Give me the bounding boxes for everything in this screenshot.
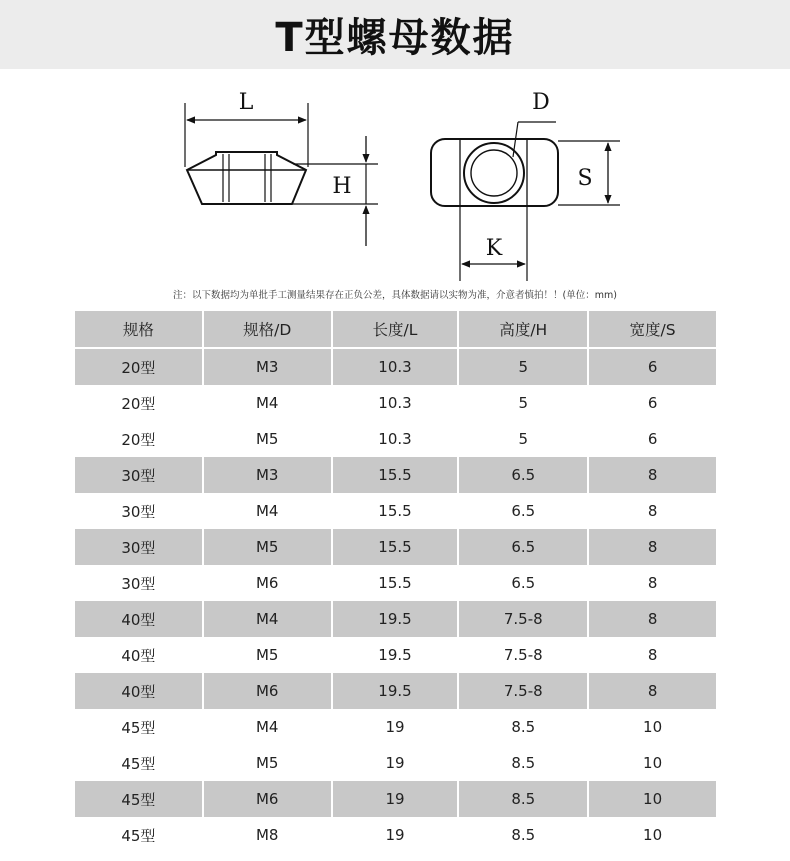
cell-height-h: 6.5: [459, 529, 587, 565]
header-length-l: 长度/L: [333, 311, 458, 349]
cell-thread-d: M5: [204, 745, 331, 781]
cell-height-h: 5: [459, 349, 587, 385]
measurement-note: 注：以下数据均为单批手工测量结果存在正负公差，具体数据请以实物为准，介意者慎拍！！(单位：mm): [173, 290, 617, 301]
cell-height-h: 6.5: [459, 493, 587, 529]
cell-length-l: 15.5: [333, 457, 458, 493]
cell-width-s: 10: [589, 781, 716, 817]
cell-spec: 30型: [75, 529, 202, 565]
cell-length-l: 19.5: [333, 601, 458, 637]
cell-width-s: 6: [589, 385, 716, 421]
cell-thread-d: M5: [204, 421, 331, 457]
cell-length-l: 10.3: [333, 385, 458, 421]
cell-length-l: 10.3: [333, 421, 458, 457]
table-row: [75, 493, 716, 529]
spec-table: [73, 311, 718, 853]
top-view-drawing: [431, 122, 620, 281]
cell-spec: 45型: [75, 709, 202, 745]
cell-height-h: 6.5: [459, 457, 587, 493]
page-title: T型螺母数据: [275, 15, 515, 61]
table-row: [75, 601, 716, 637]
table-row: [75, 565, 716, 601]
cell-spec: 30型: [75, 493, 202, 529]
title-bar: [0, 0, 790, 69]
cell-length-l: 15.5: [333, 493, 458, 529]
cell-width-s: 8: [589, 565, 716, 601]
table-row: [75, 709, 716, 745]
dimension-label-d: D: [532, 90, 550, 115]
cell-thread-d: M8: [204, 817, 331, 853]
cell-thread-d: M3: [204, 457, 331, 493]
table-row: [75, 385, 716, 421]
cell-height-h: 8.5: [459, 709, 587, 745]
table-row: [75, 421, 716, 457]
cell-thread-d: M6: [204, 781, 331, 817]
cell-spec: 20型: [75, 349, 202, 385]
cell-width-s: 10: [589, 709, 716, 745]
cell-height-h: 7.5-8: [459, 601, 587, 637]
dimension-label-h: H: [332, 174, 352, 199]
cell-spec: 40型: [75, 637, 202, 673]
cell-height-h: 5: [459, 421, 587, 457]
header-width-s: 宽度/S: [589, 311, 716, 349]
header-height-h: 高度/H: [459, 311, 587, 349]
cell-width-s: 10: [589, 745, 716, 781]
header-thread-d: 规格/D: [204, 311, 331, 349]
cell-width-s: 8: [589, 457, 716, 493]
table-row: [75, 529, 716, 565]
cell-height-h: 8.5: [459, 817, 587, 853]
cell-height-h: 7.5-8: [459, 673, 587, 709]
dimension-label-k: K: [485, 236, 503, 261]
cell-thread-d: M5: [204, 637, 331, 673]
cell-height-h: 8.5: [459, 781, 587, 817]
cell-width-s: 8: [589, 493, 716, 529]
table-row: [75, 457, 716, 493]
cell-length-l: 19: [333, 817, 458, 853]
dimension-label-l: L: [238, 90, 254, 115]
cell-thread-d: M4: [204, 493, 331, 529]
table-row: [75, 817, 716, 853]
cell-thread-d: M3: [204, 349, 331, 385]
cell-width-s: 6: [589, 421, 716, 457]
cell-length-l: 19.5: [333, 673, 458, 709]
cell-spec: 30型: [75, 457, 202, 493]
cell-spec: 45型: [75, 745, 202, 781]
cell-width-s: 10: [589, 817, 716, 853]
cell-spec: 20型: [75, 385, 202, 421]
cell-width-s: 8: [589, 529, 716, 565]
cell-thread-d: M6: [204, 565, 331, 601]
cell-length-l: 19: [333, 781, 458, 817]
cell-width-s: 8: [589, 601, 716, 637]
cell-height-h: 8.5: [459, 745, 587, 781]
cell-thread-d: M6: [204, 673, 331, 709]
cell-length-l: 15.5: [333, 565, 458, 601]
cell-length-l: 10.3: [333, 349, 458, 385]
header-spec: 规格: [75, 311, 202, 349]
cell-height-h: 6.5: [459, 565, 587, 601]
dimension-label-s: S: [577, 166, 593, 191]
cell-spec: 30型: [75, 565, 202, 601]
cell-thread-d: M4: [204, 709, 331, 745]
cell-spec: 40型: [75, 601, 202, 637]
table-row: [75, 349, 716, 385]
cell-thread-d: M4: [204, 385, 331, 421]
cell-length-l: 19.5: [333, 637, 458, 673]
cell-width-s: 8: [589, 673, 716, 709]
cell-length-l: 15.5: [333, 529, 458, 565]
cell-thread-d: M4: [204, 601, 331, 637]
cell-spec: 45型: [75, 817, 202, 853]
table-row: [75, 781, 716, 817]
cell-thread-d: M5: [204, 529, 331, 565]
t-nut-diagram: [0, 69, 790, 284]
table-row: [75, 673, 716, 709]
table-body: [75, 349, 716, 853]
table-header-row: [75, 311, 716, 349]
table-row: [75, 637, 716, 673]
cell-spec: 20型: [75, 421, 202, 457]
cell-spec: 40型: [75, 673, 202, 709]
cell-height-h: 5: [459, 385, 587, 421]
cell-length-l: 19: [333, 709, 458, 745]
cell-spec: 45型: [75, 781, 202, 817]
table-row: [75, 745, 716, 781]
cell-length-l: 19: [333, 745, 458, 781]
cell-width-s: 6: [589, 349, 716, 385]
cell-width-s: 8: [589, 637, 716, 673]
cell-height-h: 7.5-8: [459, 637, 587, 673]
